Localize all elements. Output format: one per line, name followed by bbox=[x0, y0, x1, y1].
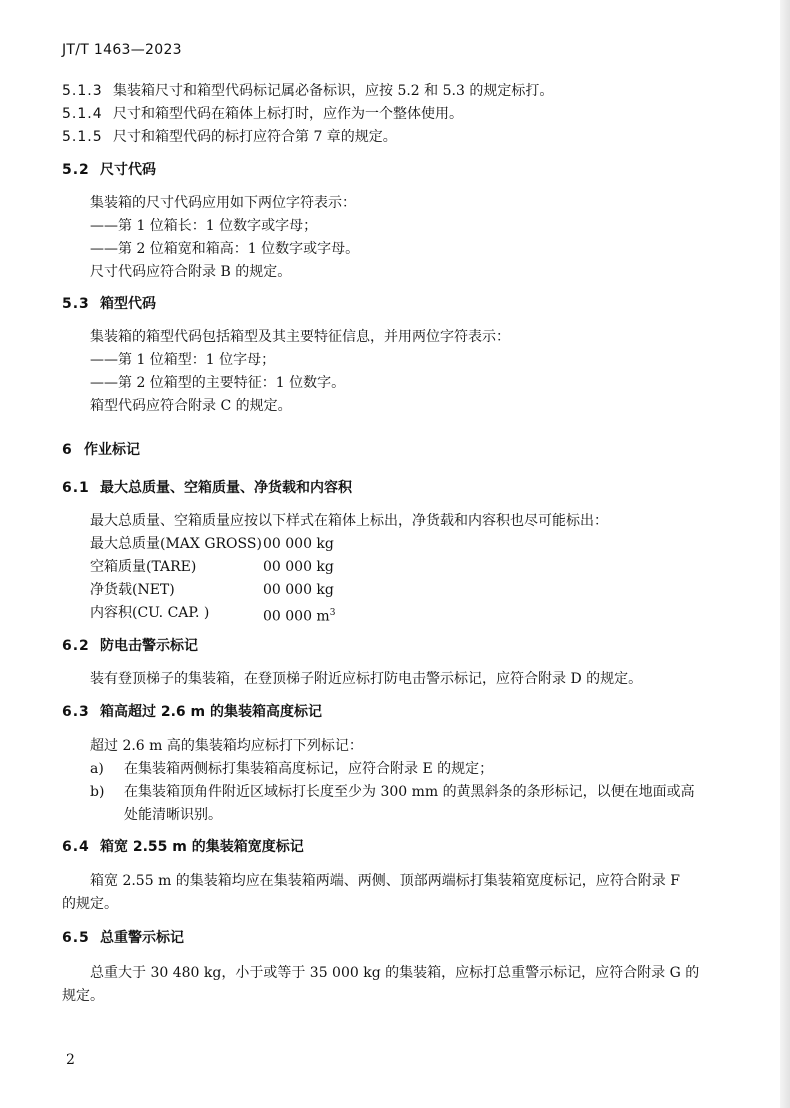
doc-header-id: JT/T 1463—2023 bbox=[62, 42, 182, 58]
paragraph: 集装箱的箱型代码包括箱型及其主要特征信息，并用两位字符表示： bbox=[90, 329, 510, 345]
chapter-title: 作业标记 bbox=[84, 442, 140, 458]
clause-text: 尺寸和箱型代码的标打应符合第 7 章的规定。 bbox=[113, 129, 397, 145]
mark-label: 最大总质量(MAX GROSS) bbox=[90, 536, 262, 552]
mark-value: 00 000 kg bbox=[263, 582, 334, 598]
clause-number: 5.1.4 bbox=[62, 106, 103, 122]
list-item: ——第 2 位箱宽和箱高：1 位数字或字母。 bbox=[90, 241, 360, 257]
paragraph: 箱型代码应符合附录 C 的规定。 bbox=[90, 398, 292, 414]
clause-number: 5.1.3 bbox=[62, 83, 103, 99]
paragraph: 总重大于 30 480 kg，小于或等于 35 000 kg 的集装箱，应标打总重警示标记，应符合附录 G 的 bbox=[90, 965, 700, 981]
mark-value bbox=[263, 603, 335, 627]
list-item: 在集装箱顶角件附近区域标打长度至少为 300 mm 的黄黑斜条的条形标记，以便在地面或高 bbox=[124, 784, 695, 800]
section-title: 箱高超过 2.6 m 的集装箱高度标记 bbox=[100, 704, 323, 720]
clause-number: 5.1.5 bbox=[62, 129, 103, 145]
section-title: 最大总质量、空箱质量、净货载和内容积 bbox=[100, 480, 352, 496]
list-item-continuation: 处能清晰识别。 bbox=[124, 807, 222, 823]
list-marker: b) bbox=[90, 784, 105, 800]
list-item: ——第 2 位箱型的主要特征：1 位数字。 bbox=[90, 375, 346, 391]
paragraph: 装有登顶梯子的集装箱，在登顶梯子附近应标打防电击警示标记，应符合附录 D 的规定。 bbox=[90, 671, 643, 687]
mark-value: 00 000 kg bbox=[263, 536, 334, 552]
paragraph: 尺寸代码应符合附录 B 的规定。 bbox=[90, 264, 292, 280]
clause-text: 集装箱尺寸和箱型代码标记属必备标识，应按 5.2 和 5.3 的规定标打。 bbox=[113, 83, 554, 99]
paragraph: 箱宽 2.55 m 的集装箱均应在集装箱两端、两侧、顶部两端标打集装箱宽度标记，应符合附录 F bbox=[90, 873, 680, 889]
section-number: 5.2 bbox=[62, 162, 90, 178]
list-marker: a) bbox=[90, 761, 104, 777]
mark-label: 净货载(NET) bbox=[90, 582, 175, 598]
section-title: 箱宽 2.55 m 的集装箱宽度标记 bbox=[100, 839, 304, 855]
section-number: 6.4 bbox=[62, 839, 90, 855]
mark-value-text: 00 000 m bbox=[263, 608, 330, 625]
paragraph: 集装箱的尺寸代码应用如下两位字符表示： bbox=[90, 195, 356, 211]
clause-text: 尺寸和箱型代码在箱体上标打时，应作为一个整体使用。 bbox=[113, 106, 463, 122]
page-number: 2 bbox=[66, 1052, 75, 1068]
mark-value: 00 000 kg bbox=[263, 559, 334, 575]
mark-label: 内容积(CU. CAP. ) bbox=[90, 605, 210, 621]
section-number: 5.3 bbox=[62, 296, 90, 312]
section-number: 6.5 bbox=[62, 930, 90, 946]
section-title: 总重警示标记 bbox=[100, 930, 184, 946]
section-number: 6.2 bbox=[62, 638, 90, 654]
section-title: 防电击警示标记 bbox=[100, 638, 198, 654]
list-item: 在集装箱两侧标打集装箱高度标记，应符合附录 E 的规定； bbox=[124, 761, 494, 777]
section-number: 6.3 bbox=[62, 704, 90, 720]
paragraph: 超过 2.6 m 高的集装箱均应标打下列标记： bbox=[90, 738, 363, 754]
mark-label: 空箱质量(TARE) bbox=[90, 559, 197, 575]
superscript-exponent: 3 bbox=[329, 608, 336, 618]
chapter-number: 6 bbox=[62, 442, 73, 458]
list-item: ——第 1 位箱长：1 位数字或字母； bbox=[90, 218, 318, 234]
section-title: 箱型代码 bbox=[100, 296, 156, 312]
paragraph-continuation: 的规定。 bbox=[62, 896, 118, 912]
paragraph: 最大总质量、空箱质量应按以下样式在箱体上标出，净货载和内容积也尽可能标出： bbox=[90, 513, 608, 529]
section-title: 尺寸代码 bbox=[100, 162, 156, 178]
page-edge-shadow bbox=[780, 0, 790, 1108]
section-number: 6.1 bbox=[62, 480, 90, 496]
paragraph-continuation: 规定。 bbox=[62, 988, 104, 1004]
list-item: ——第 1 位箱型：1 位字母； bbox=[90, 352, 276, 368]
